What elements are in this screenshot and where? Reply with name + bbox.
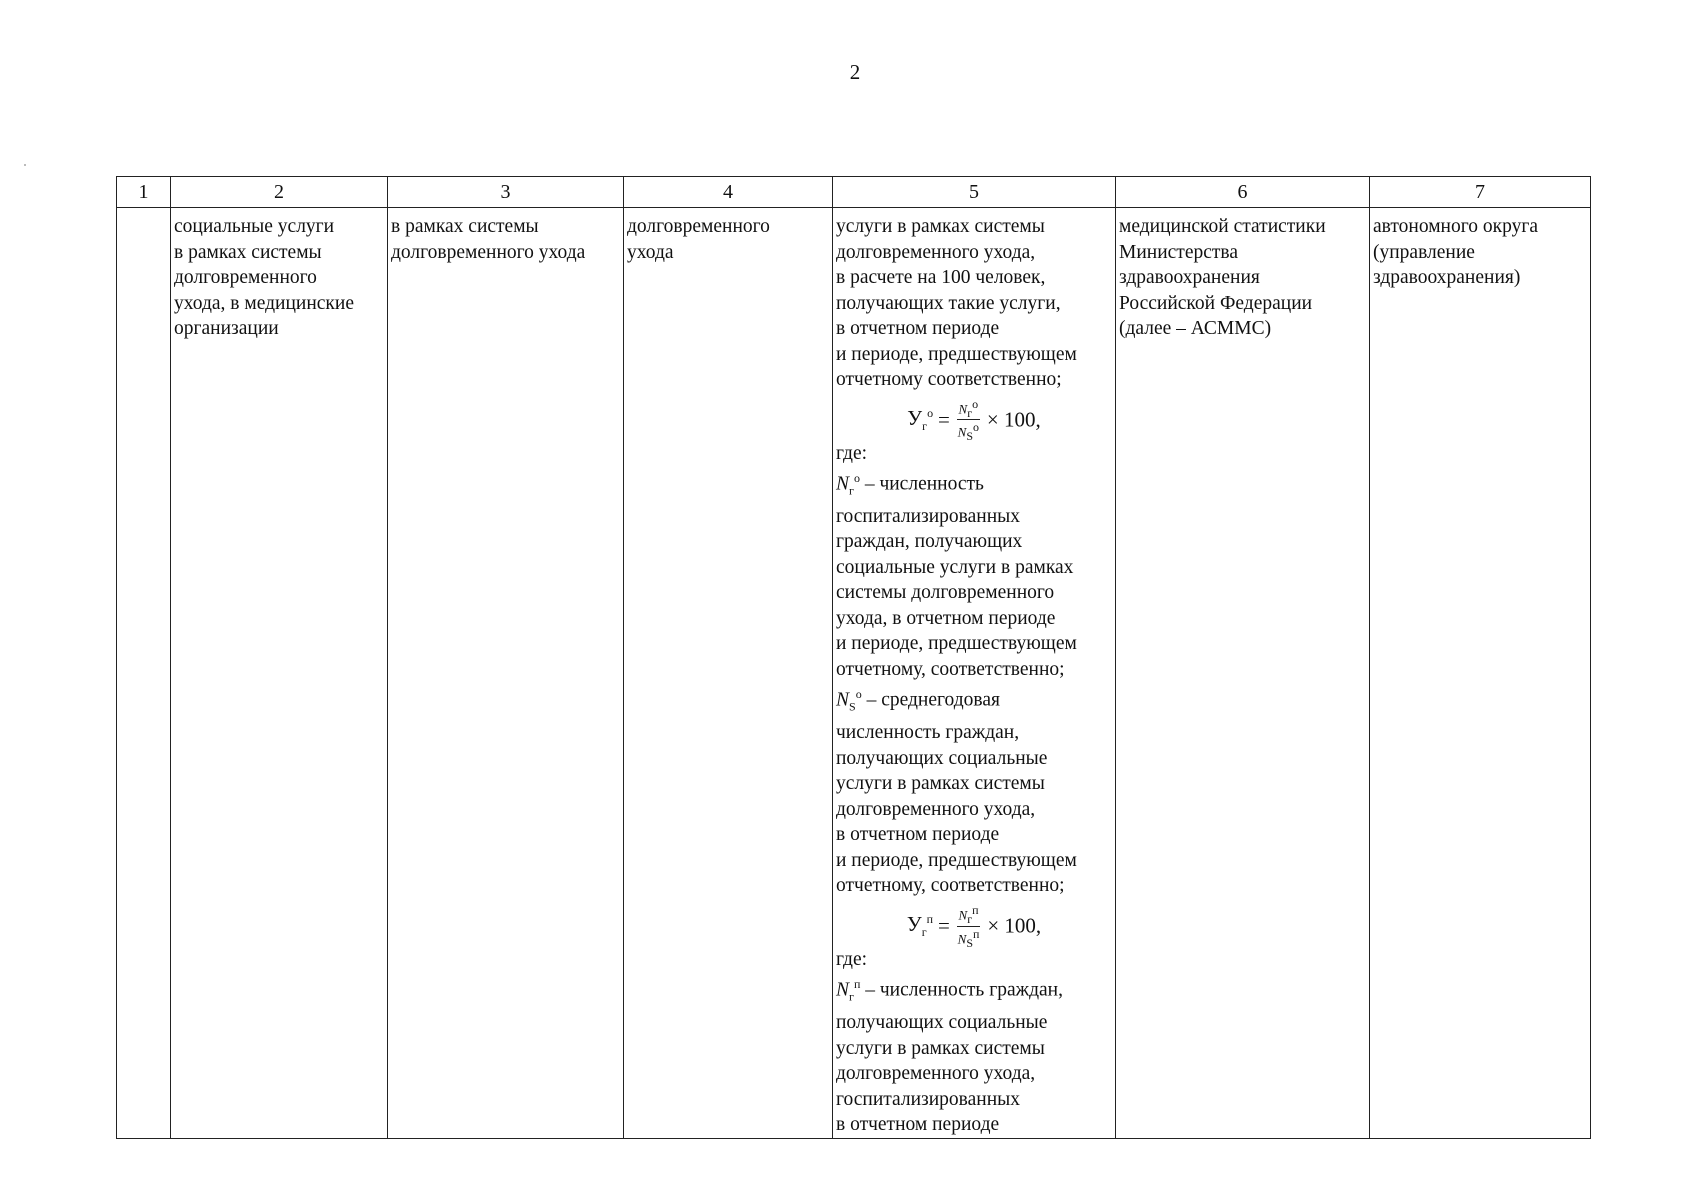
text-line: в отчетном периоде <box>836 1114 1000 1136</box>
where-label: где: <box>836 442 868 464</box>
text-line: и периоде, предшествующем <box>836 849 1077 871</box>
formula-tail: × 100, <box>987 913 1042 938</box>
header-cell-4: 4 <box>624 177 833 208</box>
cell-col1 <box>117 208 171 1139</box>
cell-col6-source <box>1116 208 1370 1139</box>
header-cell-5: 5 <box>833 177 1116 208</box>
header-cell-2: 2 <box>171 177 388 208</box>
header-cell-7: 7 <box>1370 177 1591 208</box>
text-line: услуги в рамках системы <box>836 1037 1045 1059</box>
formula-fraction: $\frac{\text{Nгп}}{\text{NSп}}$ <box>957 902 980 950</box>
text-line: получающих социальные <box>836 747 1048 769</box>
text-line: социальные услуги <box>174 216 335 237</box>
formula-hospitalization-rate-reporting <box>836 396 1112 444</box>
text-line: здравоохранения) <box>1373 267 1521 288</box>
text-line: численность граждан, <box>836 722 1020 744</box>
text-line: в рамках системы <box>391 216 539 237</box>
text-line: долговременного ухода, <box>836 1063 1036 1085</box>
text-line: Министерства <box>1119 241 1239 263</box>
text-line: (управление <box>1373 241 1475 263</box>
text-line: граждан, получающих <box>836 531 1023 553</box>
text-line: здравоохранения <box>1119 267 1260 288</box>
where-label: где: <box>836 948 868 970</box>
formula-lhs: $У_г^п$ <box>906 911 934 940</box>
text-line: отчетному соответственно; <box>836 369 1062 390</box>
cell-col4 <box>624 208 833 1139</box>
text-line: социальные услуги в рамках <box>836 556 1074 578</box>
text-line: долговременного <box>627 216 770 237</box>
equals-sign: = <box>937 913 950 938</box>
definition-line: $N_S^о$ – среднегодовая <box>836 687 1000 714</box>
formula-lhs: $У_г^о$ <box>907 405 934 433</box>
table-row <box>117 208 1591 1139</box>
text-line: (далее – АСММС) <box>1119 318 1272 339</box>
text-line: отчетному, соответственно; <box>836 658 1065 680</box>
text-line: госпитализированных <box>836 505 1020 527</box>
text-line: медицинской статистики <box>1119 216 1326 237</box>
formula-tail: × 100, <box>986 407 1041 432</box>
text-line: услуги в рамках системы <box>836 773 1045 795</box>
cell-col5-methodology <box>833 208 1116 1139</box>
text-line: долговременного ухода, <box>836 241 1036 263</box>
table-header-row <box>117 177 1591 208</box>
text-line: и периоде, предшествующем <box>836 343 1077 365</box>
text-line: в расчете на 100 человек, <box>836 267 1046 288</box>
header-cell-6: 6 <box>1116 177 1370 208</box>
text-line: автономного округа <box>1373 216 1538 237</box>
page-number: 2 <box>849 60 861 84</box>
definition-line: $N_г^п$ – численность граждан, <box>836 977 1063 1004</box>
text-line: организации <box>174 318 279 339</box>
text-line: получающих такие услуги, <box>836 292 1061 314</box>
text-line: отчетному, соответственно; <box>836 875 1065 897</box>
text-line: долговременного ухода <box>391 241 586 263</box>
text-line: в отчетном периоде <box>836 318 1000 339</box>
text-line: долговременного ухода, <box>836 798 1036 820</box>
indicators-table <box>116 176 1591 1139</box>
scan-speck <box>24 164 26 166</box>
text-line: ухода <box>627 241 674 263</box>
cell-col2 <box>171 208 388 1139</box>
text-line: получающих социальные <box>836 1012 1048 1034</box>
formula-hospitalization-rate-previous <box>836 902 1112 950</box>
text-line: в отчетном периоде <box>836 824 1000 846</box>
equals-sign: = <box>937 407 950 432</box>
text-line: Российской Федерации <box>1119 292 1313 314</box>
header-cell-1: 1 <box>117 177 171 208</box>
text-line: в рамках системы <box>174 241 322 263</box>
definition-line: $N_г^о$ – численность <box>836 471 984 498</box>
text-line: услуги в рамках системы <box>836 216 1045 237</box>
text-line: госпитализированных <box>836 1088 1020 1110</box>
text-line: долговременного <box>174 267 317 288</box>
text-line: системы долговременного <box>836 582 1055 604</box>
header-cell-3: 3 <box>388 177 624 208</box>
formula-fraction: $\frac{\text{Nго}}{\text{NSо}}$ <box>957 396 980 444</box>
text-line: ухода, в отчетном периоде <box>836 607 1056 629</box>
cell-col3 <box>388 208 624 1139</box>
text-line: ухода, в медицинские <box>174 292 354 314</box>
text-line: и периоде, предшествующем <box>836 633 1077 655</box>
cell-col7-responsible <box>1370 208 1591 1139</box>
